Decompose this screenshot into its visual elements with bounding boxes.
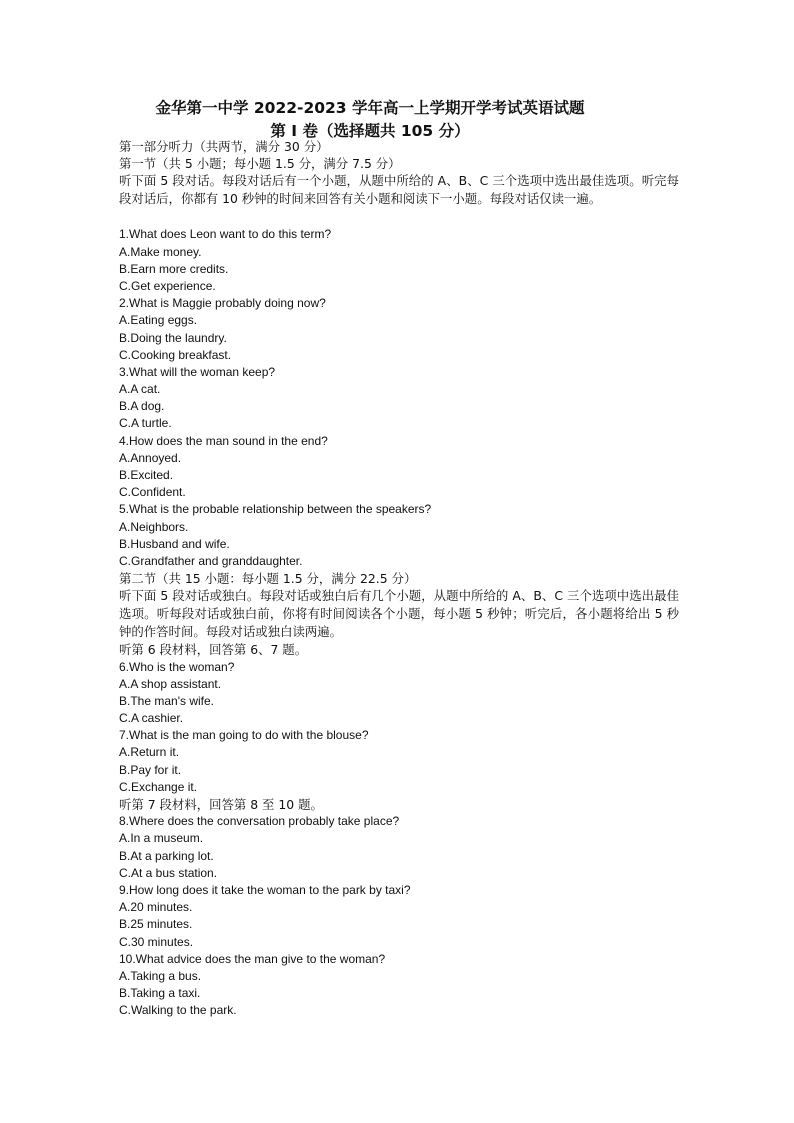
answer-option: A.A cat. xyxy=(119,382,161,397)
question-text: 1.What does Leon want to do this term? xyxy=(119,227,332,242)
answer-option: B.Doing the laundry. xyxy=(119,330,227,345)
part1-heading: 第一部分听力（共两节，满分 30 分） xyxy=(119,139,329,154)
question-text: 5.What is the probable relationship between the speakers? xyxy=(119,502,432,517)
question-text: 10.What advice does the man give to the woman? xyxy=(119,951,386,966)
section1-instructions: 听下面 5 段对话。每段对话后有一个小题，从题中所给的 A、B、C 三个选项中选出最佳选项。听完每段对话后，你都有 10 秒钟的时间来回答有关小题和阅读下一小题。每段对话仅读一遍。 xyxy=(119,173,679,207)
exam-content xyxy=(119,138,679,1019)
question-text: 3.What will the woman keep? xyxy=(119,364,276,379)
answer-option: B.Earn more credits. xyxy=(119,261,229,276)
answer-option: B.Husband and wife. xyxy=(119,536,230,551)
answer-option: C.A cashier. xyxy=(119,711,184,726)
answer-option: C.Cooking breakfast. xyxy=(119,347,232,362)
answer-option: B.The man's wife. xyxy=(119,693,214,708)
answer-option: C.Confident. xyxy=(119,485,186,500)
answer-option: B.A dog. xyxy=(119,399,165,414)
material7-instruction: 听第 7 段材料，回答第 8 至 10 题。 xyxy=(119,797,323,812)
answer-option: B.Pay for it. xyxy=(119,762,182,777)
question-text: 9.How long does it take the woman to the park by taxi? xyxy=(119,882,411,897)
answer-option: C.Grandfather and granddaughter. xyxy=(119,553,303,568)
answer-option: B.25 minutes. xyxy=(119,917,193,932)
section1-question-list xyxy=(119,226,679,570)
answer-option: A.Neighbors. xyxy=(119,519,189,534)
question-text: 2.What is Maggie probably doing now? xyxy=(119,296,326,311)
section2-heading: 第二节（共 15 小题：每小题 1.5 分，满分 22.5 分） xyxy=(119,571,417,587)
section1-heading: 第一节（共 5 小题；每小题 1.5 分，满分 7.5 分） xyxy=(119,156,401,172)
answer-option: B.At a parking lot. xyxy=(119,848,214,863)
answer-option: B.Excited. xyxy=(119,468,174,482)
answer-option: A.20 minutes. xyxy=(119,900,193,915)
answer-option: C.30 minutes. xyxy=(119,934,194,949)
group7-question-list xyxy=(119,813,679,1019)
exam-title: 金华第一中学 2022-2023 学年高一上学期开学考试英语试题 xyxy=(155,99,585,117)
answer-option: C.Exchange it. xyxy=(119,779,198,794)
answer-option: A.Make money. xyxy=(119,244,202,259)
answer-option: A.Annoyed. xyxy=(119,450,182,465)
material6-instruction: 听第 6 段材料，回答第 6、7 题。 xyxy=(119,642,308,658)
answer-option: A.Taking a bus. xyxy=(119,968,202,983)
answer-option: A.In a museum. xyxy=(119,831,204,846)
group6-question-list xyxy=(119,659,679,797)
section2-instructions: 听下面 5 段对话或独白。每段对话或独白后有几个小题，从题中所给的 A、B、C 三个选项中选出最佳选项。听每段对话或独白前，你将有时间阅读各个小题，每小题 5 秒钟；听完后，各小题将给出 5 秒钟的作答时间。每段对话或独白读两遍。 xyxy=(119,588,679,640)
answer-option: C.A turtle. xyxy=(119,416,172,431)
question-text: 7.What is the man going to do with the blouse? xyxy=(119,728,369,743)
answer-option: A.A shop assistant. xyxy=(119,676,222,691)
question-text: 4.How does the man sound in the end? xyxy=(119,433,328,448)
answer-option: C.Walking to the park. xyxy=(119,1003,237,1018)
answer-option: C.At a bus station. xyxy=(119,865,218,880)
exam-subtitle: 第 I 卷（选择题共 105 分） xyxy=(270,122,470,140)
answer-option: B.Taking a taxi. xyxy=(119,986,201,1001)
question-text: 8.Where does the conversation probably take place? xyxy=(119,814,400,829)
answer-option: A.Return it. xyxy=(119,745,180,760)
answer-option: C.Get experience. xyxy=(119,278,216,293)
answer-option: A.Eating eggs. xyxy=(119,313,198,328)
question-text: 6.Who is the woman? xyxy=(119,659,235,674)
